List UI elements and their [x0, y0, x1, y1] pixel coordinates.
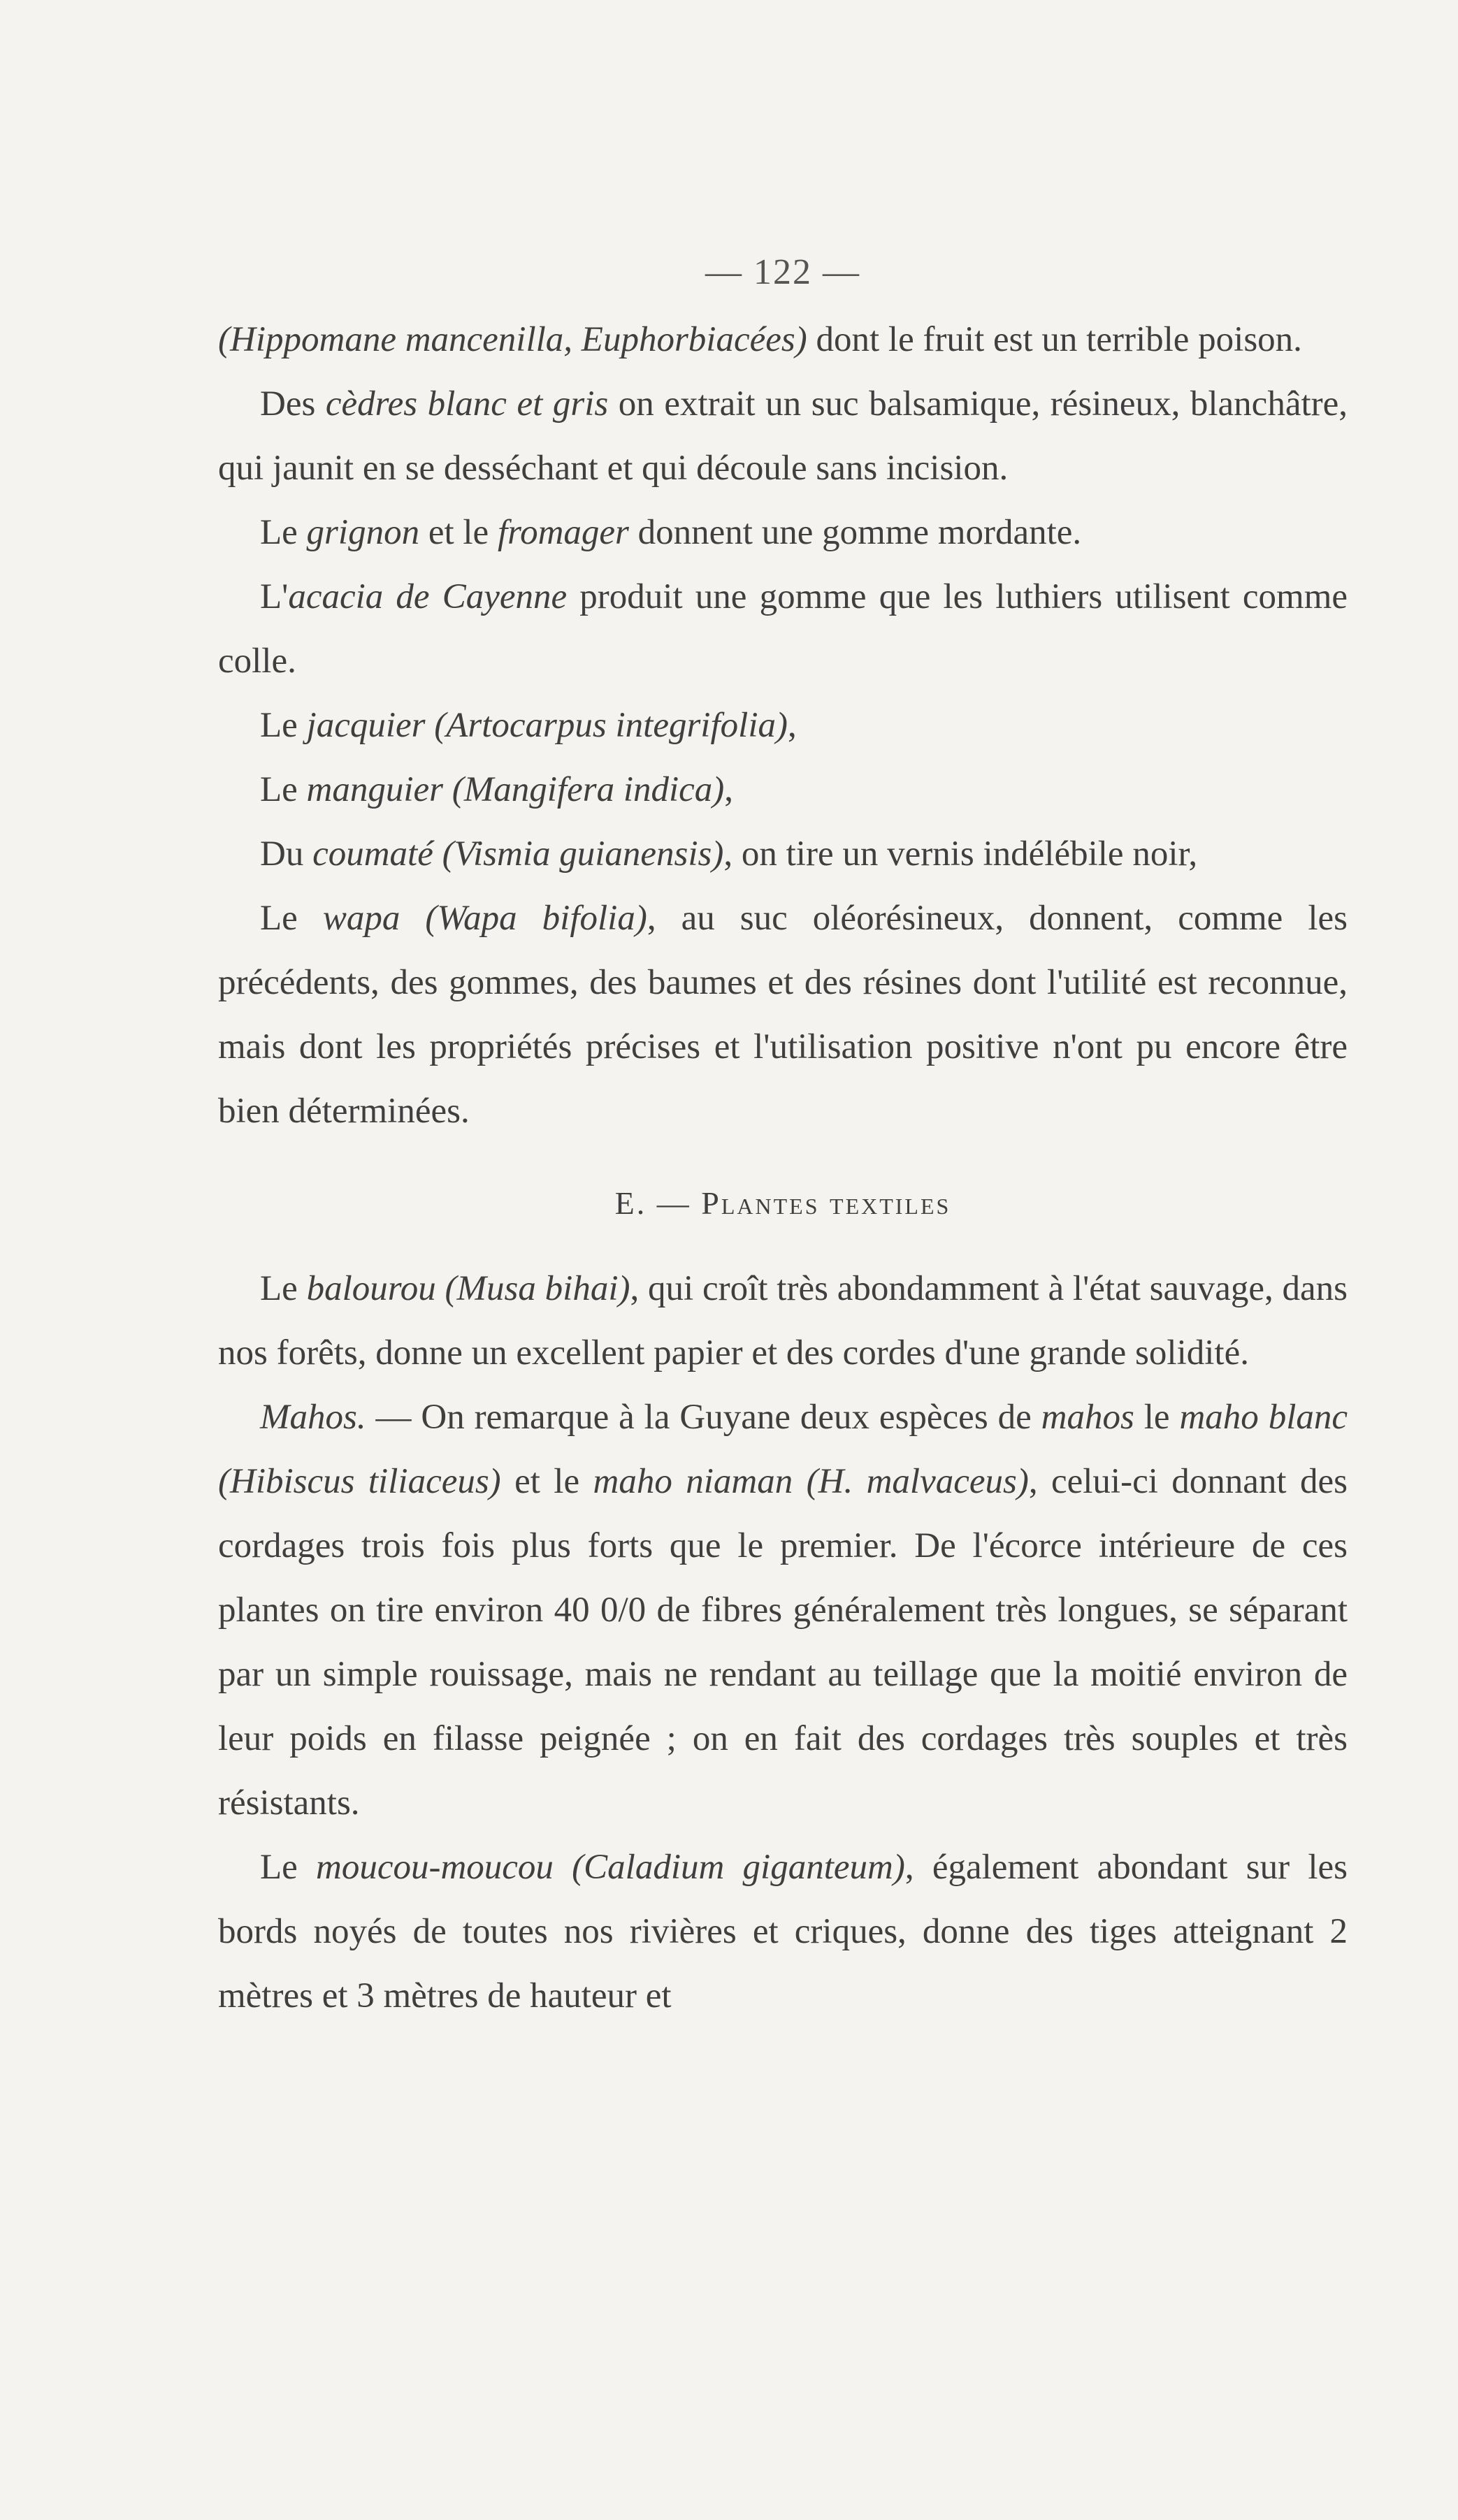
- paragraph-lead: L': [260, 577, 289, 616]
- paragraph-text: donnent une gomme mordante.: [628, 513, 1082, 552]
- paragraph-text: , également abondant sur les bords noyés de toutes nos rivières et criques, donne des tiges atteignant 2 mètres et 3 mètres de hauteur et: [218, 1848, 1348, 2015]
- italic-term: wapa (Wapa bifolia): [322, 899, 647, 938]
- paragraph-hippomane: [218, 307, 1348, 372]
- paragraph-cedres: [218, 372, 1348, 500]
- italic-term: mahos: [1041, 1398, 1134, 1437]
- paragraph-text: et le: [500, 1462, 593, 1501]
- italic-term: maho niaman (H. malvaceus): [593, 1462, 1029, 1501]
- paragraph-text: — On remarque à la Guyane deux espèces de: [366, 1398, 1041, 1437]
- paragraph-moucou: [218, 1835, 1348, 2028]
- section-title: Plantes textiles: [701, 1185, 951, 1221]
- paragraph-jacquier: [218, 693, 1348, 758]
- section-letter: E. —: [614, 1185, 702, 1221]
- paragraph-lead: Le: [260, 770, 307, 809]
- paragraph-acacia: [218, 565, 1348, 693]
- italic-term: (Hippomane mancenilla, Euphorbiacées): [218, 320, 807, 359]
- paragraph-text: , qui croît très abondamment à l'état sauvage, dans nos forêts, donne un excellent papier et des cordes d'une grande solidité.: [218, 1269, 1348, 1373]
- paragraph-lead: Des: [260, 384, 326, 423]
- page-number: — 122 —: [705, 252, 860, 292]
- paragraph-text: ,: [724, 770, 734, 809]
- paragraph-balourou: [218, 1257, 1348, 1385]
- page-body: [218, 307, 1348, 2028]
- italic-term: moucou-moucou (Caladium giganteum): [316, 1848, 905, 1887]
- paragraph-text: le: [1134, 1398, 1180, 1437]
- italic-term: grignon: [306, 513, 420, 552]
- paragraph-text: ,: [787, 706, 797, 745]
- paragraph-mid: et le: [419, 513, 498, 552]
- paragraph-mahos: [218, 1385, 1348, 1835]
- paragraph-text: dont le fruit est un terrible poison.: [807, 320, 1302, 359]
- paragraph-lead: Le: [260, 706, 307, 745]
- paragraph-wapa: [218, 886, 1348, 1143]
- paragraph-text: on extrait un suc balsamique, résineux, blanchâtre, qui jaunit en se desséchant et qui découle sans incision.: [218, 384, 1348, 488]
- paragraph-lead: Du: [260, 834, 313, 874]
- paragraph-lead: Le: [260, 1269, 307, 1308]
- paragraph-manguier: [218, 758, 1348, 822]
- italic-term: Mahos.: [260, 1398, 366, 1437]
- italic-term: balourou (Musa bihai): [306, 1269, 630, 1308]
- paragraph-lead: Le: [260, 1848, 317, 1887]
- italic-term: coumaté (Vismia guianensis): [312, 834, 724, 874]
- paragraph-text: , on tire un vernis indélébile noir,: [723, 834, 1198, 874]
- book-page: [218, 231, 1348, 2397]
- paragraph-text: , au suc oléorésineux, donnent, comme les précédents, des gommes, des baumes et des résines dont l'utilité est reconnue, mais dont les propriétés précises et l'utilisation positive n'ont pu encore être bien déterminées.: [218, 899, 1348, 1131]
- italic-term: fromager: [497, 513, 629, 552]
- paragraph-grignon: [218, 500, 1348, 565]
- paragraph-lead: Le: [260, 899, 323, 938]
- paragraph-text: , celui-ci donnant des cordages trois fois plus forts que le premier. De l'écorce intérieure de ces plantes on tire environ 40 0/0 de fibres généralement très longues, se séparant par un simple rouissage, mais ne rendant au teillage que la moitié environ de leur poids en filasse peignée ; on en fait des cordages très souples et très résistants.: [218, 1462, 1348, 1823]
- paragraph-lead: Le: [260, 513, 307, 552]
- section-heading: [218, 1171, 1348, 1236]
- italic-term: maho blanc (Hibiscus tiliaceus): [218, 1398, 1348, 1501]
- italic-term: acacia de Cayenne: [288, 577, 568, 616]
- italic-term: jacquier (Artocarpus integrifolia): [306, 706, 788, 745]
- paragraph-text: produit une gomme que les luthiers utilisent comme colle.: [218, 577, 1348, 681]
- italic-term: manguier (Mangifera indica): [306, 770, 725, 809]
- paragraph-coumate: [218, 822, 1348, 886]
- italic-term: cèdres blanc et gris: [325, 384, 609, 423]
